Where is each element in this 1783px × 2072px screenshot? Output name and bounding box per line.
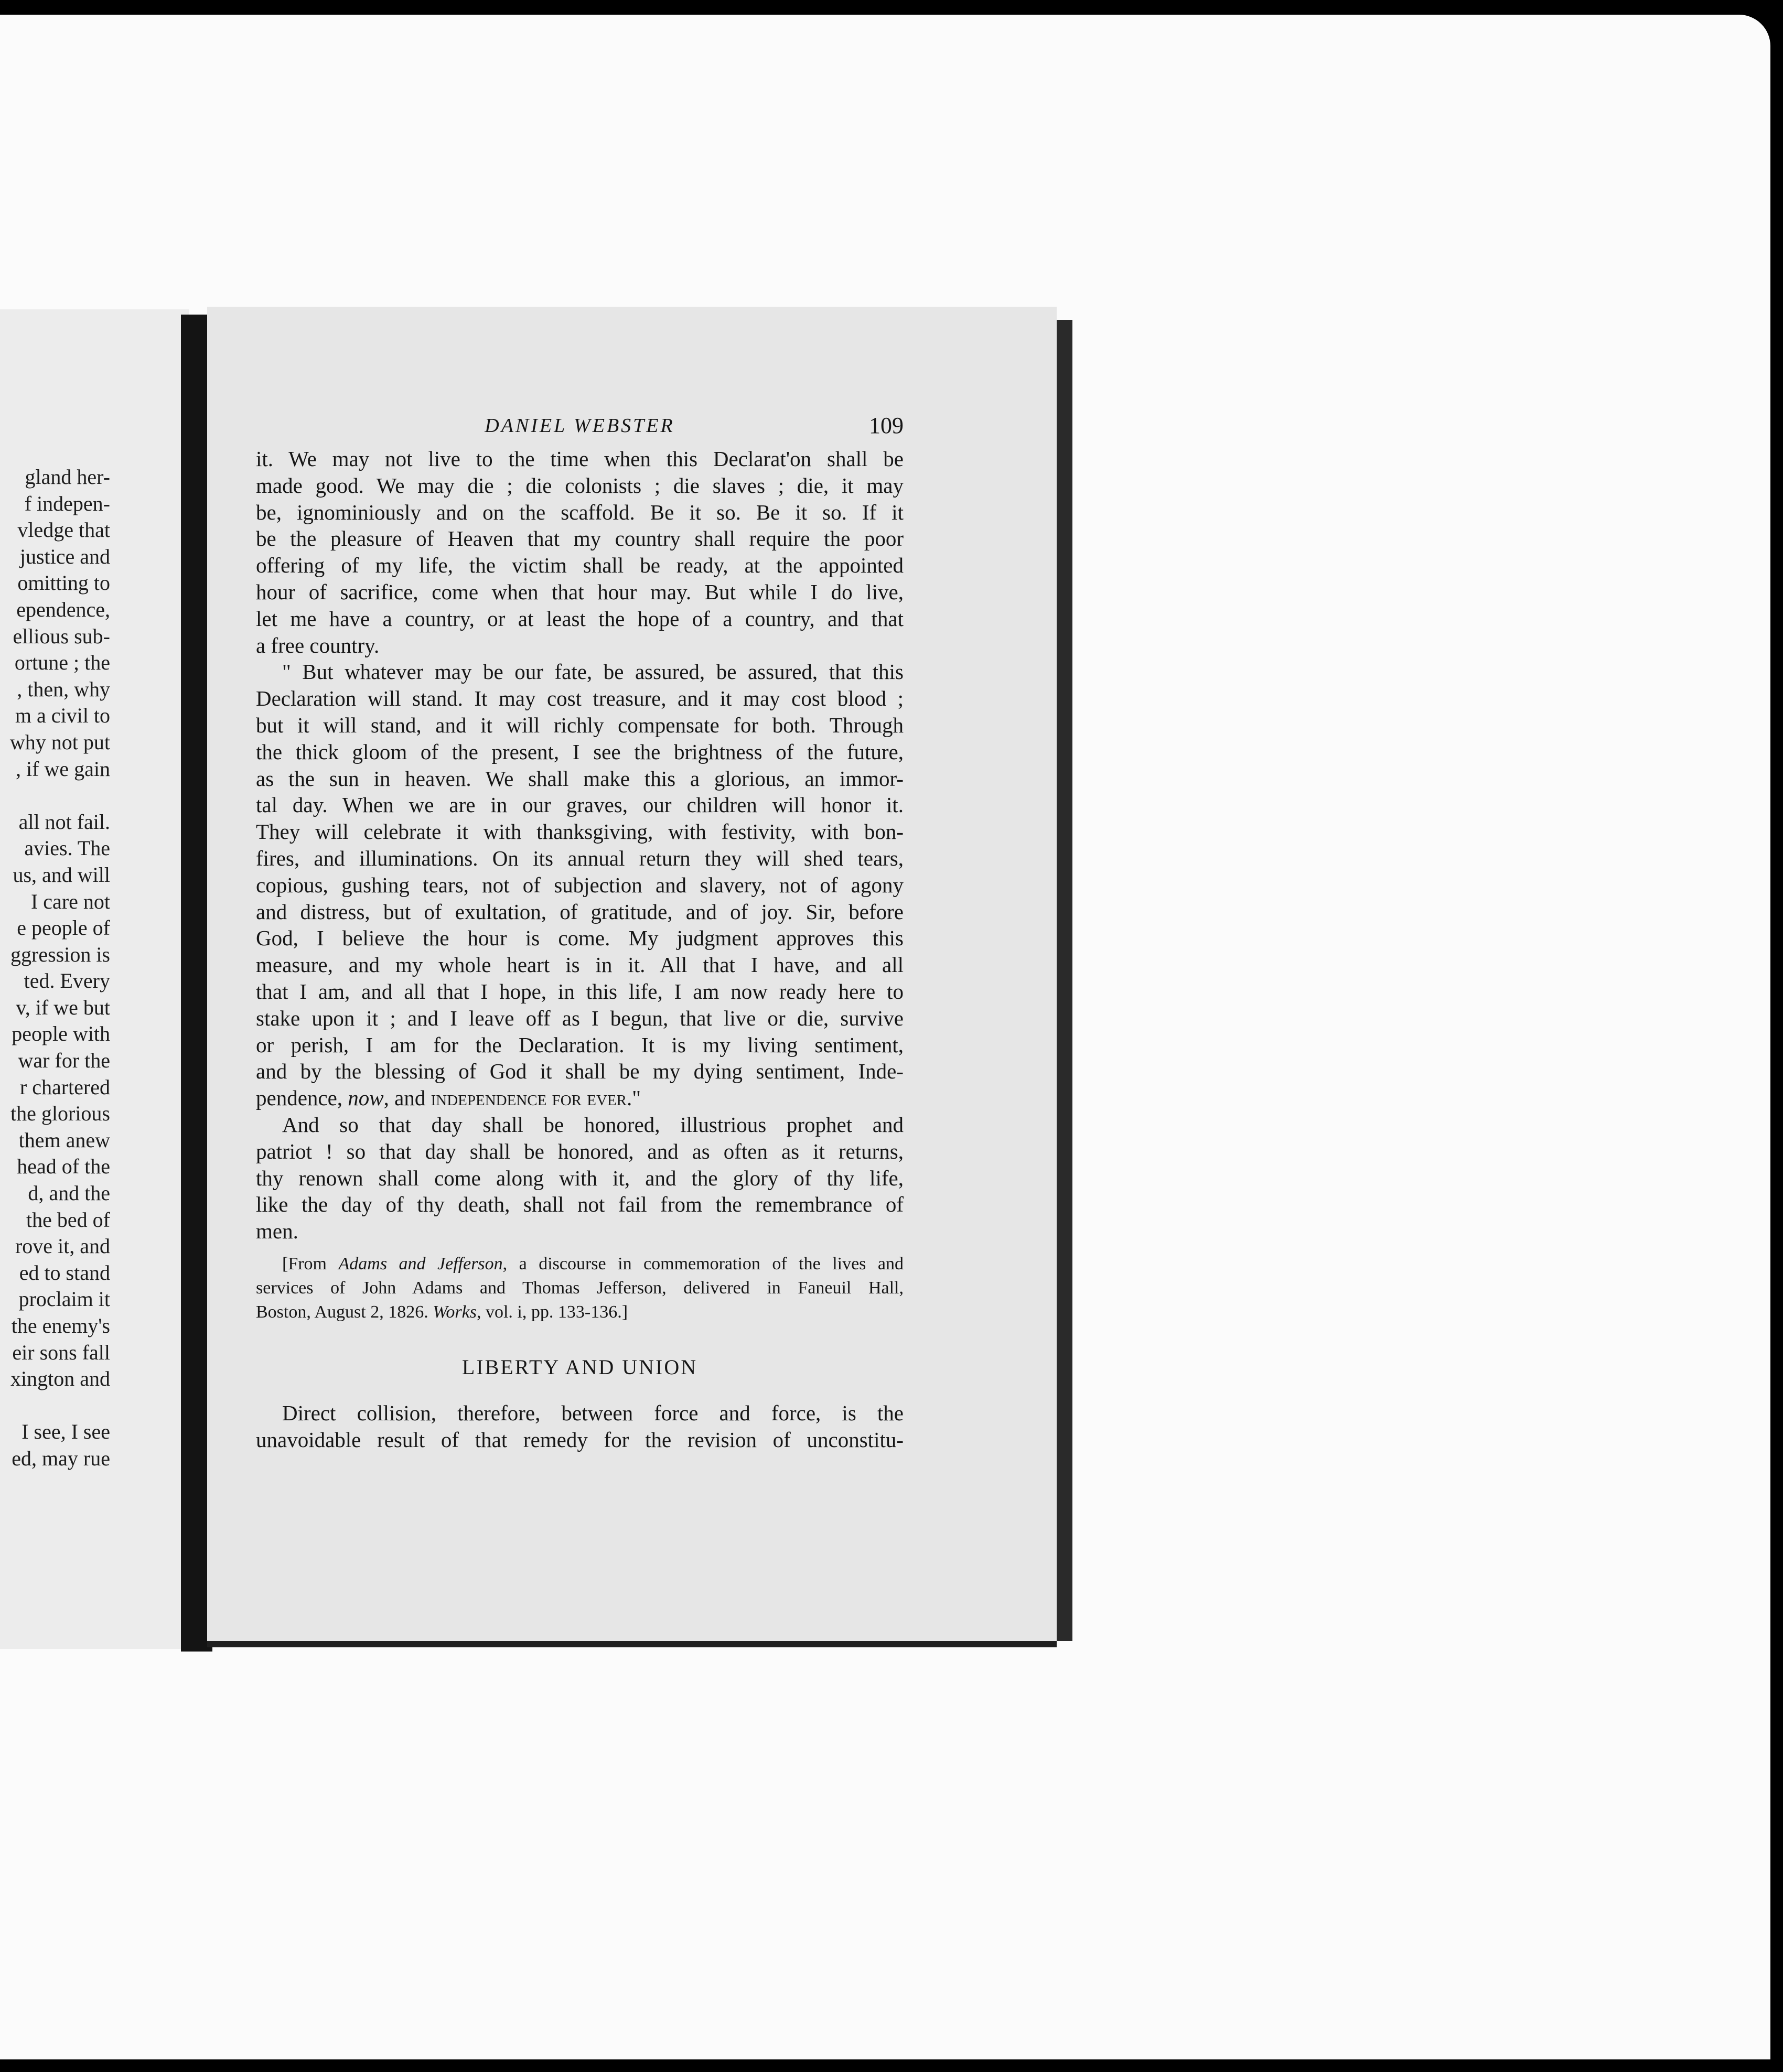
text-line: or perish, I am for the Declaration. It is my living sentiment,	[256, 1032, 904, 1057]
text-run: Boston, August 2, 1826.	[256, 1302, 433, 1322]
text-line: be, ignominiously and on the scaffold. Be it so. Be it so. If it	[256, 500, 904, 524]
left-page-line: v, if we but	[16, 995, 110, 1019]
text-line: unavoidable result of that remedy for the revision of unconstitu-	[256, 1427, 904, 1452]
text-line: a free country.	[256, 633, 380, 657]
left-page-line: people with	[12, 1022, 110, 1046]
left-page-line: the bed of	[26, 1207, 110, 1232]
left-page-line: I care not	[30, 889, 110, 913]
left-page-line: d, and the	[28, 1181, 110, 1205]
paragraph-2	[256, 659, 904, 1085]
text-line: as the sun in heaven. We shall make this a glorious, an immor-	[256, 766, 904, 791]
left-page-line	[0, 1393, 110, 1419]
left-page	[0, 309, 189, 1649]
text-line: be the pleasure of Heaven that my country shall require the poor	[256, 526, 904, 551]
text-run: , vol. i, pp. 133-136.]	[476, 1302, 628, 1322]
left-page-line: ellious sub-	[13, 624, 110, 648]
text-line: and by the blessing of God it shall be my dying sentiment, Inde-	[256, 1059, 904, 1084]
left-page-line: head of the	[17, 1154, 110, 1179]
text-line: " But whatever may be our fate, be assured, be assured, that this	[282, 660, 904, 684]
text-line: Direct collision, therefore, between force and force, is the	[282, 1400, 904, 1425]
left-page-line: e people of	[17, 916, 110, 940]
text-run: , a discourse in commemoration of the lives and	[502, 1254, 904, 1274]
running-head	[256, 414, 904, 446]
left-page-line: proclaim it	[18, 1287, 110, 1311]
italic-title: Works	[433, 1302, 477, 1322]
text-run: [From	[282, 1254, 339, 1274]
text-line: but it will stand, and it will richly compensate for both. Through	[256, 713, 904, 737]
text-line: men.	[256, 1219, 298, 1244]
smallcaps-emphasis: independence for ever	[431, 1086, 627, 1110]
paragraph-3	[256, 1111, 904, 1245]
left-page-line: omitting to	[17, 571, 110, 595]
text-line: tal day. When we are in our graves, our children will honor it.	[256, 793, 904, 817]
text-line: hour of sacrifice, come when that hour may. But while I do live,	[256, 579, 904, 604]
text-line: thy renown shall come along with it, and the glory of thy life,	[256, 1166, 904, 1190]
section-heading: LIBERTY AND UNION	[461, 1355, 698, 1379]
left-page-line: xington and	[10, 1367, 110, 1391]
left-page-line: gland her-	[25, 465, 110, 489]
text-line: God, I believe the hour is come. My judgment approves this	[256, 926, 904, 951]
left-page-line: us, and will	[13, 862, 110, 887]
text-line: measure, and my whole heart is in it. All that I have, and all	[256, 953, 904, 977]
left-page-line: , if we gain	[16, 757, 110, 781]
italic-title: Adams and Jefferson	[338, 1254, 503, 1274]
paragraph-4	[256, 1400, 904, 1453]
left-page-line: why not put	[9, 730, 110, 754]
text-line: offering of my life, the victim shall be ready, at the appointed	[256, 553, 904, 578]
page-text-block	[256, 414, 904, 1453]
left-page-line: ggression is	[10, 942, 110, 966]
left-page-line: ortune ; the	[14, 651, 110, 675]
left-page-line: rove it, and	[15, 1234, 110, 1258]
left-page-line: avies. The	[24, 836, 110, 860]
text-line: patriot ! so that day shall be honored, and as often as it returns,	[256, 1139, 904, 1163]
text-line: let me have a country, or at least the hope of a country, and that	[256, 606, 904, 631]
left-page-line: eir sons fall	[12, 1340, 110, 1364]
page-number: 109	[869, 413, 904, 438]
left-page-line: all not fail.	[18, 810, 110, 834]
left-page-text	[0, 464, 110, 1472]
footnote-line	[256, 1300, 904, 1324]
left-page-line: I see, I see	[22, 1420, 110, 1444]
text-line: it. We may not live to the time when this Declarat'on shall be	[256, 447, 904, 471]
left-page-line: f indepen-	[24, 491, 110, 515]
left-page-line: , then, why	[17, 677, 110, 701]
left-page-line: war for the	[18, 1049, 110, 1073]
paragraph-2-last-line	[256, 1085, 904, 1111]
left-page-line: ed, may rue	[12, 1446, 110, 1470]
text-line: and distress, but of exultation, of gratitude, and of joy. Sir, before	[256, 899, 904, 924]
running-title: DANIEL WEBSTER	[485, 415, 675, 437]
left-page-line: the enemy's	[11, 1314, 110, 1337]
left-page-line: vledge that	[17, 518, 110, 542]
left-page-line: m a civil to	[15, 704, 110, 728]
source-footnote	[256, 1252, 904, 1324]
text-run: pendence,	[256, 1086, 348, 1110]
right-page	[207, 307, 1057, 1641]
text-line: stake upon it ; and I leave off as I begun, that live or die, survive	[256, 1006, 904, 1030]
text-run: ."	[626, 1086, 641, 1110]
left-page-line: r chartered	[19, 1075, 110, 1099]
text-line: made good. We may die ; die colonists ; die slaves ; die, it may	[256, 473, 904, 498]
footnote-line	[256, 1252, 904, 1276]
text-line: Declaration will stand. It may cost treasure, and it may cost blood ;	[256, 686, 904, 711]
left-page-line: them anew	[18, 1128, 110, 1152]
text-run: , and	[383, 1086, 431, 1110]
left-page-line: justice and	[19, 544, 110, 568]
text-line: that I am, and all that I hope, in this life, I am now ready here to	[256, 979, 904, 1003]
paragraph-1	[256, 446, 904, 659]
left-page-line: ed to stand	[19, 1260, 110, 1285]
footnote-line: services of John Adams and Thomas Jefferson, delivered in Faneuil Hall,	[256, 1278, 904, 1298]
left-page-line: ependence,	[16, 597, 110, 621]
text-line: And so that day shall be honored, illustrious prophet and	[282, 1112, 904, 1137]
text-line: They will celebrate it with thanksgiving, with festivity, with bon-	[256, 819, 904, 844]
italic-emphasis: now	[348, 1086, 384, 1110]
text-line: fires, and illuminations. On its annual return they will shed tears,	[256, 846, 904, 870]
left-page-line: ted. Every	[24, 969, 110, 993]
text-line: copious, gushing tears, not of subjection and slavery, not of agony	[256, 872, 904, 897]
text-line: like the day of thy death, shall not fail from the remembrance of	[256, 1192, 904, 1217]
left-page-line: the glorious	[10, 1102, 110, 1126]
left-page-line	[0, 782, 110, 809]
text-line: the thick gloom of the present, I see the brightness of the future,	[256, 739, 904, 764]
